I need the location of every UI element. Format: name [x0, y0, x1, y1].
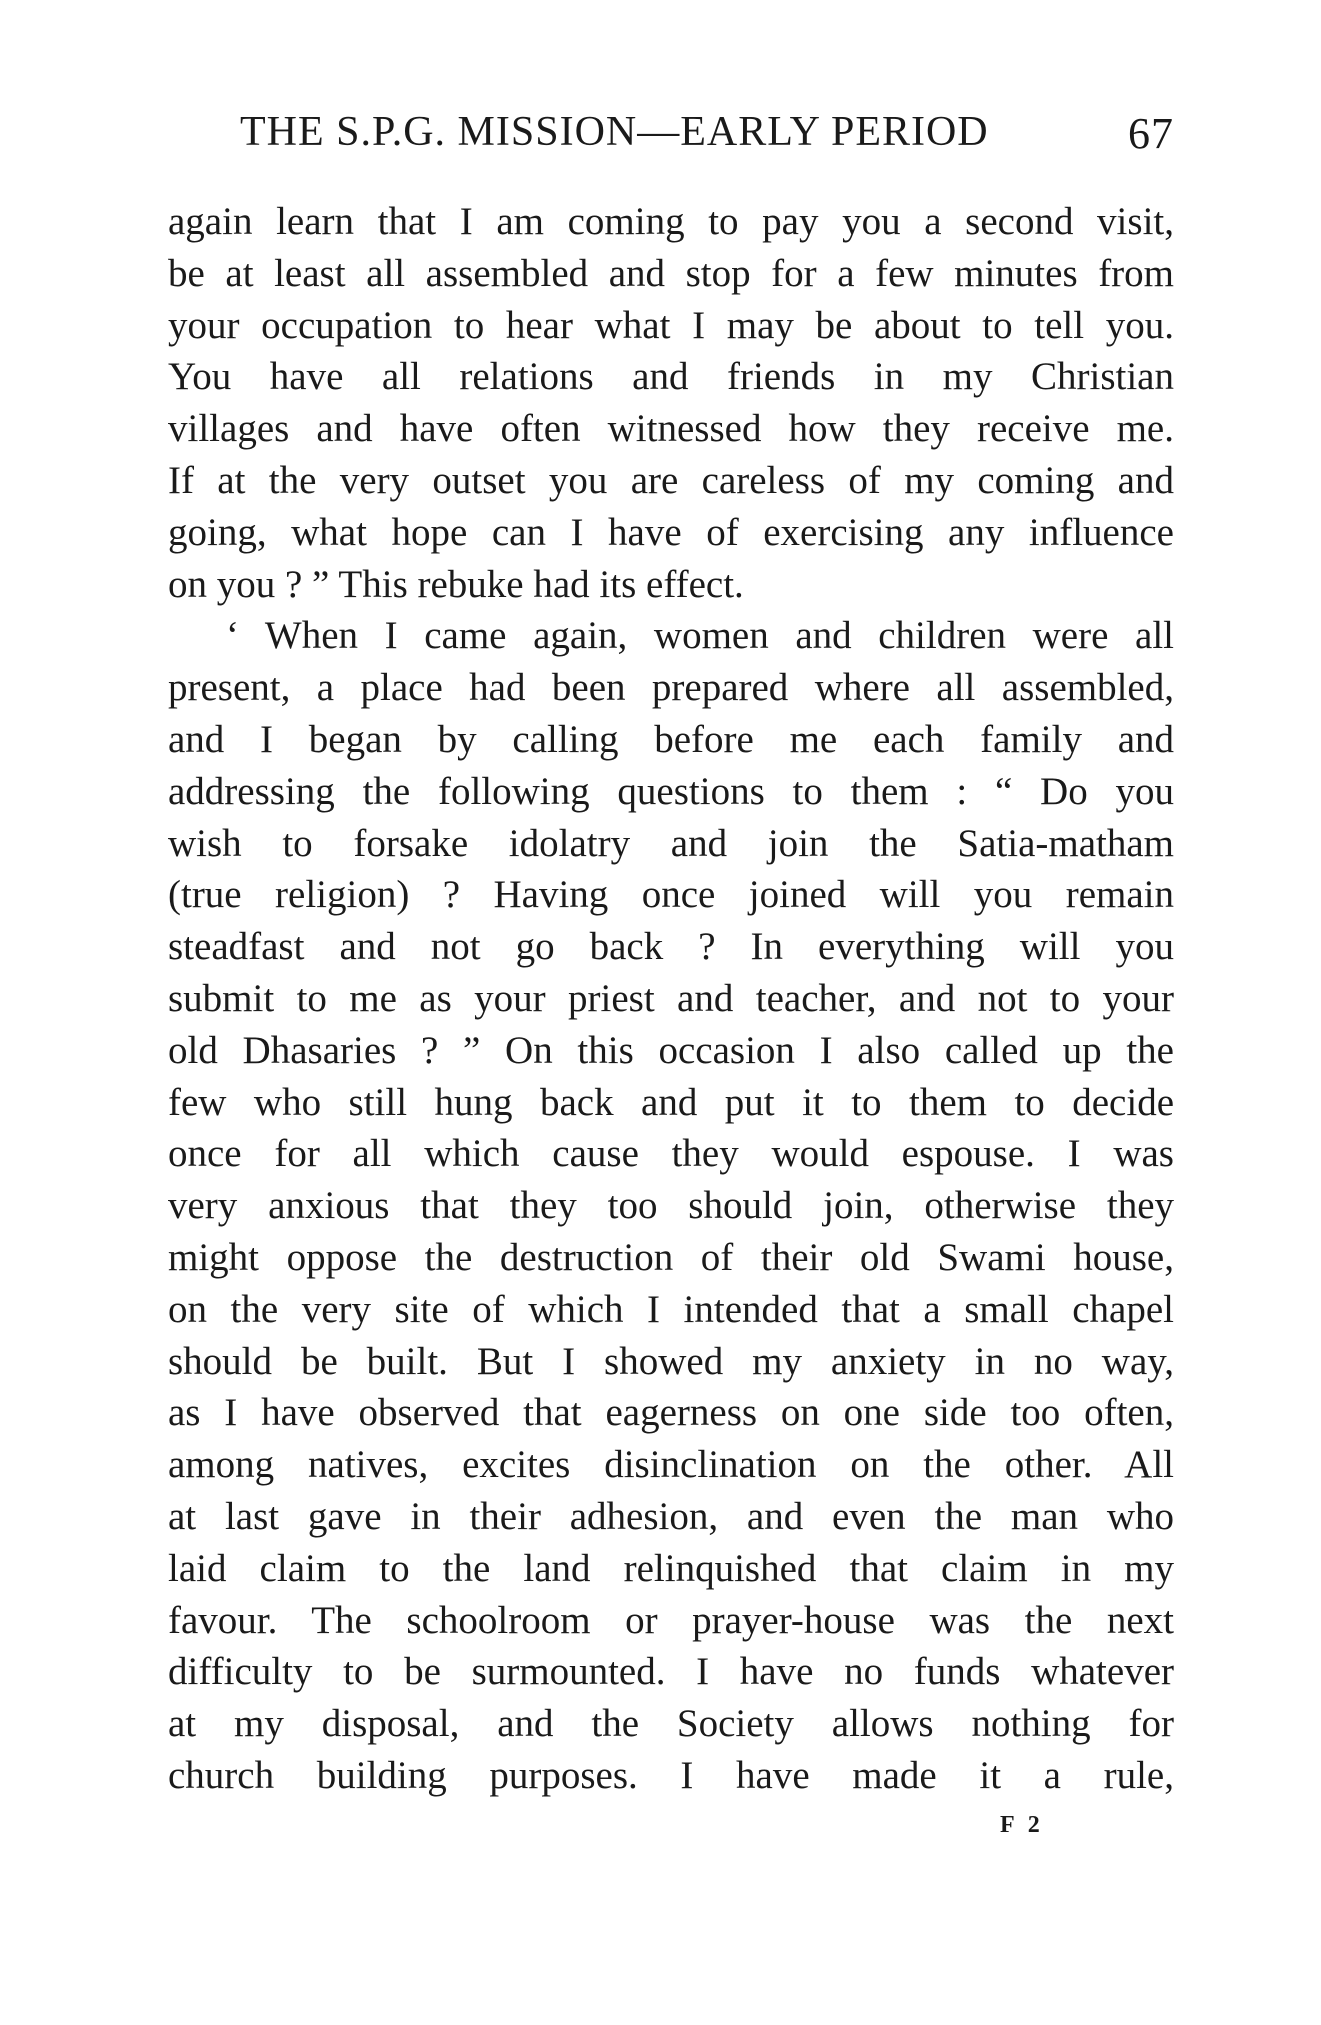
- text-line: as I have observed that eagerness on one side too often,: [168, 1391, 1174, 1435]
- text-line: on you ? ” This rebuke had its effect.: [168, 562, 744, 606]
- running-title: THE S.P.G. MISSION—EARLY PERIOD: [240, 109, 989, 155]
- page-number: 67: [1128, 109, 1174, 158]
- text-line: be at least all assembled and stop for a few minutes from: [168, 251, 1174, 295]
- text-line: If at the very outset you are careless of my coming and: [168, 458, 1174, 502]
- text-line: church building purposes. I have made it a rule,: [168, 1753, 1174, 1797]
- text-line: again learn that I am coming to pay you a second visit,: [168, 200, 1174, 243]
- text-line: might oppose the destruction of their old Swami house,: [168, 1235, 1174, 1279]
- text-line: difficulty to be surmounted. I have no funds whatever: [168, 1650, 1174, 1694]
- text-line: addressing the following questions to them : “ Do you: [168, 769, 1174, 813]
- text-line: submit to me as your priest and teacher, and not to your: [168, 976, 1174, 1020]
- text-line: wish to forsake idolatry and join the Satia-matham: [168, 821, 1174, 865]
- text-line: steadfast and not go back ? In everything will you: [168, 925, 1174, 969]
- text-line: at last gave in their adhesion, and even the man who: [168, 1494, 1174, 1538]
- body-text: [168, 196, 1174, 1802]
- text-line: (true religion) ? Having once joined will you remain: [168, 873, 1174, 917]
- text-line: villages and have often witnessed how they receive me.: [168, 407, 1174, 451]
- text-line: few who still hung back and put it to them to decide: [168, 1080, 1174, 1124]
- text-line: your occupation to hear what I may be about to tell you.: [168, 303, 1174, 347]
- text-line: very anxious that they too should join, otherwise they: [168, 1184, 1174, 1228]
- text-line: old Dhasaries ? ” On this occasion I also called up the: [168, 1028, 1174, 1072]
- paragraph-start-line: ‘ When I came again, women and children were all: [226, 614, 1174, 658]
- signature-mark: F 2: [1000, 1812, 1044, 1838]
- text-line: once for all which cause they would espouse. I was: [168, 1132, 1174, 1176]
- text-line: You have all relations and friends in my Christian: [168, 355, 1174, 399]
- text-line: at my disposal, and the Society allows nothing for: [168, 1702, 1174, 1746]
- text-line: favour. The schoolroom or prayer-house was the next: [168, 1598, 1174, 1642]
- running-head: [168, 108, 1174, 168]
- text-line: on the very site of which I intended that a small chapel: [168, 1287, 1174, 1331]
- text-line: laid claim to the land relinquished that claim in my: [168, 1546, 1174, 1590]
- text-line: present, a place had been prepared where all assembled,: [168, 666, 1174, 710]
- text-line: going, what hope can I have of exercising any influence: [168, 510, 1174, 554]
- text-line: and I began by calling before me each family and: [168, 717, 1174, 761]
- text-line: among natives, excites disinclination on the other. All: [168, 1443, 1174, 1487]
- text-line: should be built. But I showed my anxiety in no way,: [168, 1339, 1174, 1383]
